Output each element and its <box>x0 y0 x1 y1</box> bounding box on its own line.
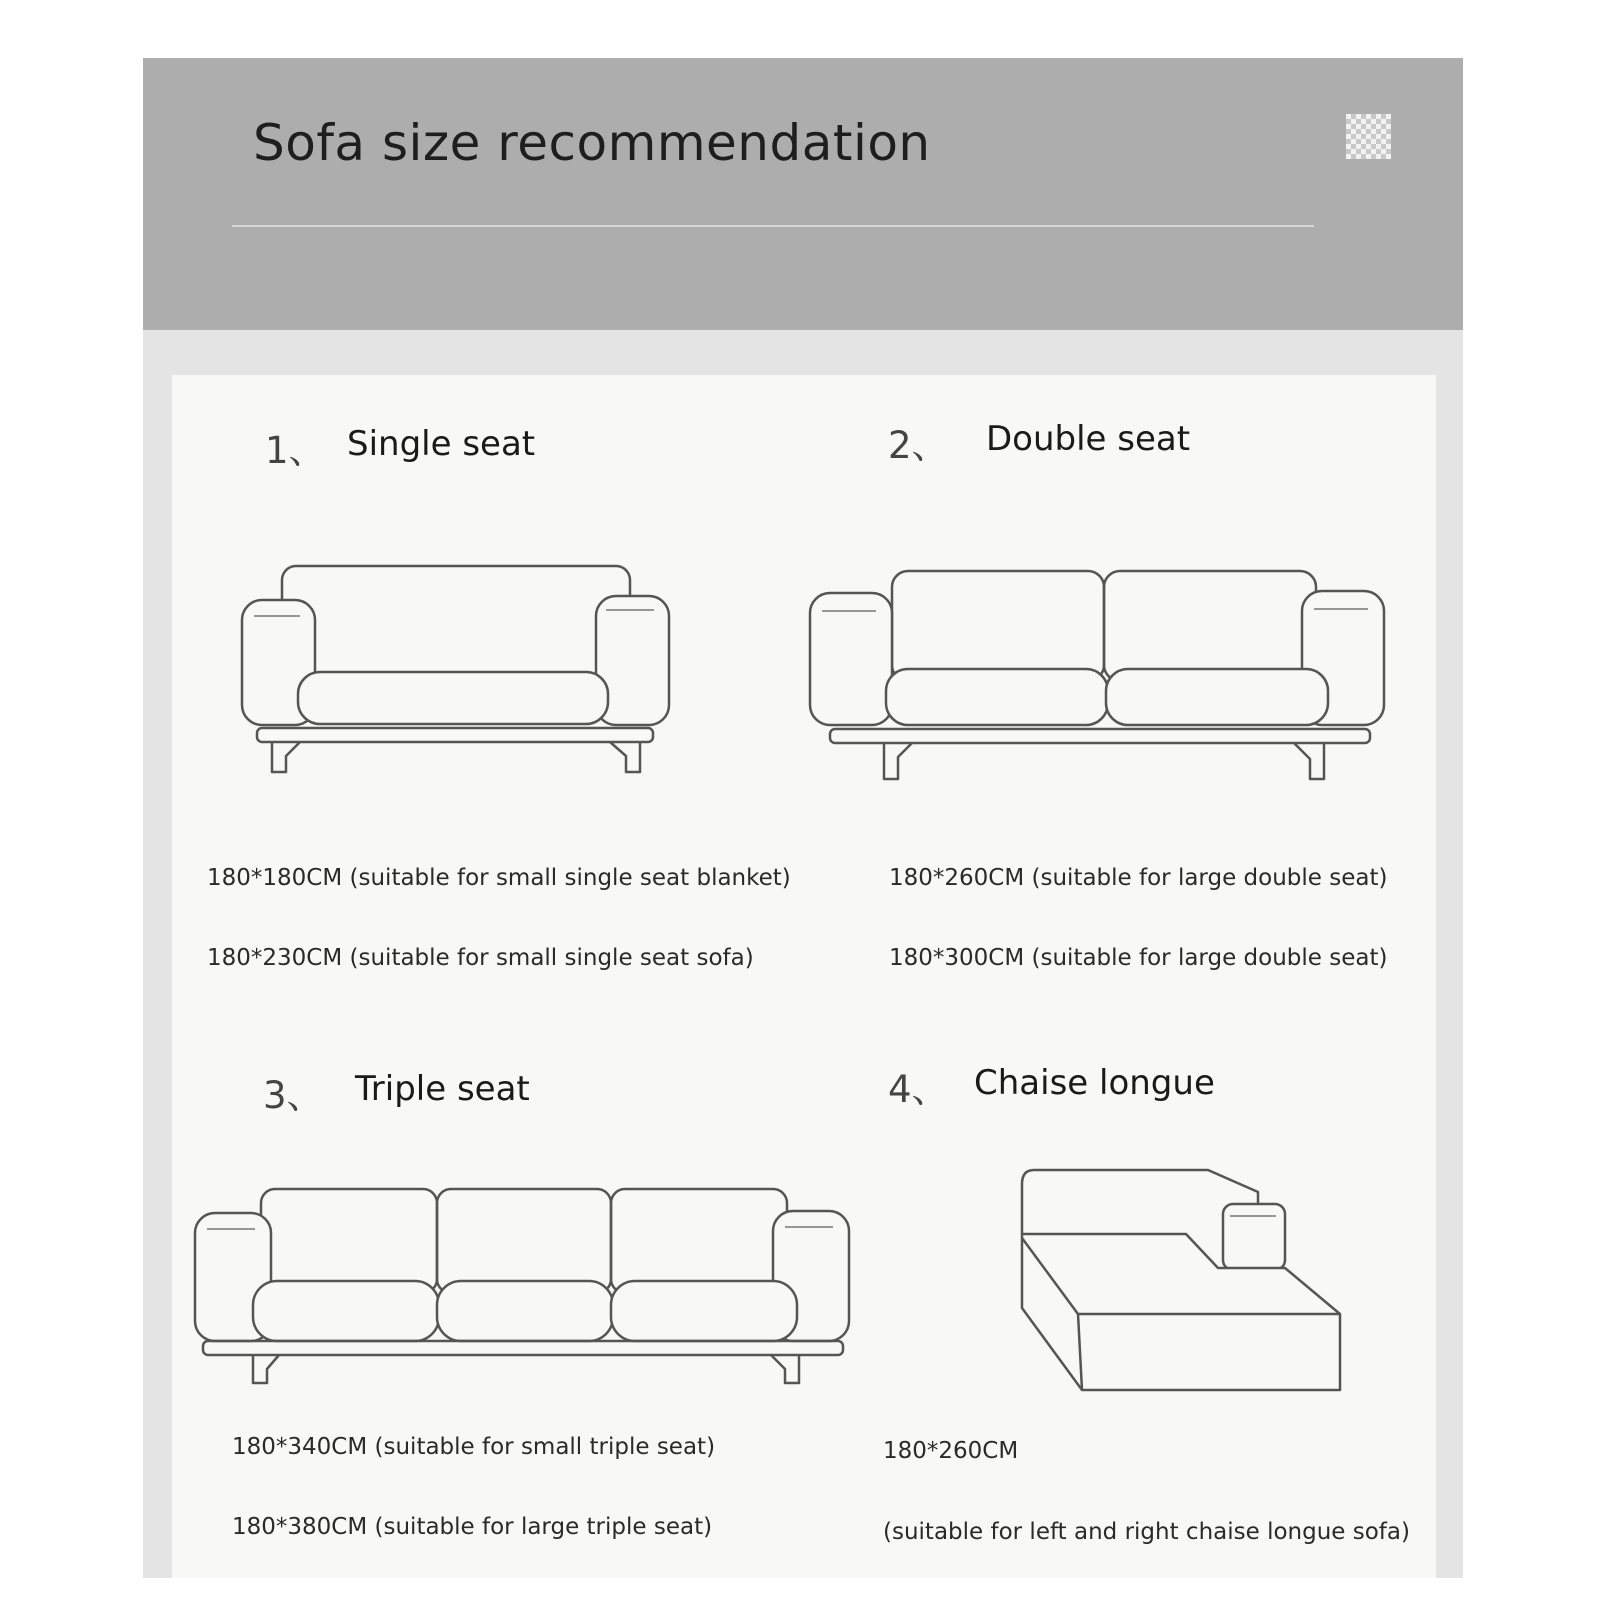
section-heading-double-seat <box>888 415 1191 469</box>
title-divider <box>232 225 1314 227</box>
header-banner <box>143 58 1463 330</box>
section-heading-chaise-longue <box>888 1059 1215 1113</box>
section-heading-triple-seat <box>263 1065 530 1119</box>
size-option: 180*340CM (suitable for small triple seat) <box>232 1434 716 1460</box>
size-option: 180*260CM <box>883 1438 1019 1464</box>
size-option: 180*300CM (suitable for large double seat) <box>889 945 1388 971</box>
page-title: Sofa size recommendation <box>253 114 931 172</box>
size-option: (suitable for left and right chaise longue sofa) <box>883 1519 1410 1545</box>
size-option: 180*380CM (suitable for large triple seat) <box>232 1514 713 1540</box>
size-option: 180*230CM (suitable for small single seat sofa) <box>207 945 754 971</box>
mosaic-pattern-icon <box>1346 114 1391 159</box>
section-name: Triple seat <box>355 1069 530 1109</box>
size-option: 180*180CM (suitable for small single seat blanket) <box>207 865 791 891</box>
section-number: 4、 <box>888 1068 949 1111</box>
single-seat-sofa-icon <box>240 560 670 780</box>
section-name: Single seat <box>347 424 536 464</box>
section-name: Double seat <box>986 419 1191 459</box>
section-number: 1、 <box>265 429 326 472</box>
double-seat-sofa-icon <box>808 565 1388 785</box>
triple-seat-sofa-icon <box>193 1185 853 1385</box>
section-number: 3、 <box>263 1074 324 1117</box>
size-option: 180*260CM (suitable for large double seat) <box>889 865 1388 891</box>
section-name: Chaise longue <box>974 1063 1215 1103</box>
chaise-longue-sofa-icon <box>1018 1168 1348 1398</box>
section-heading-single-seat <box>265 420 536 474</box>
section-number: 2、 <box>888 424 949 467</box>
